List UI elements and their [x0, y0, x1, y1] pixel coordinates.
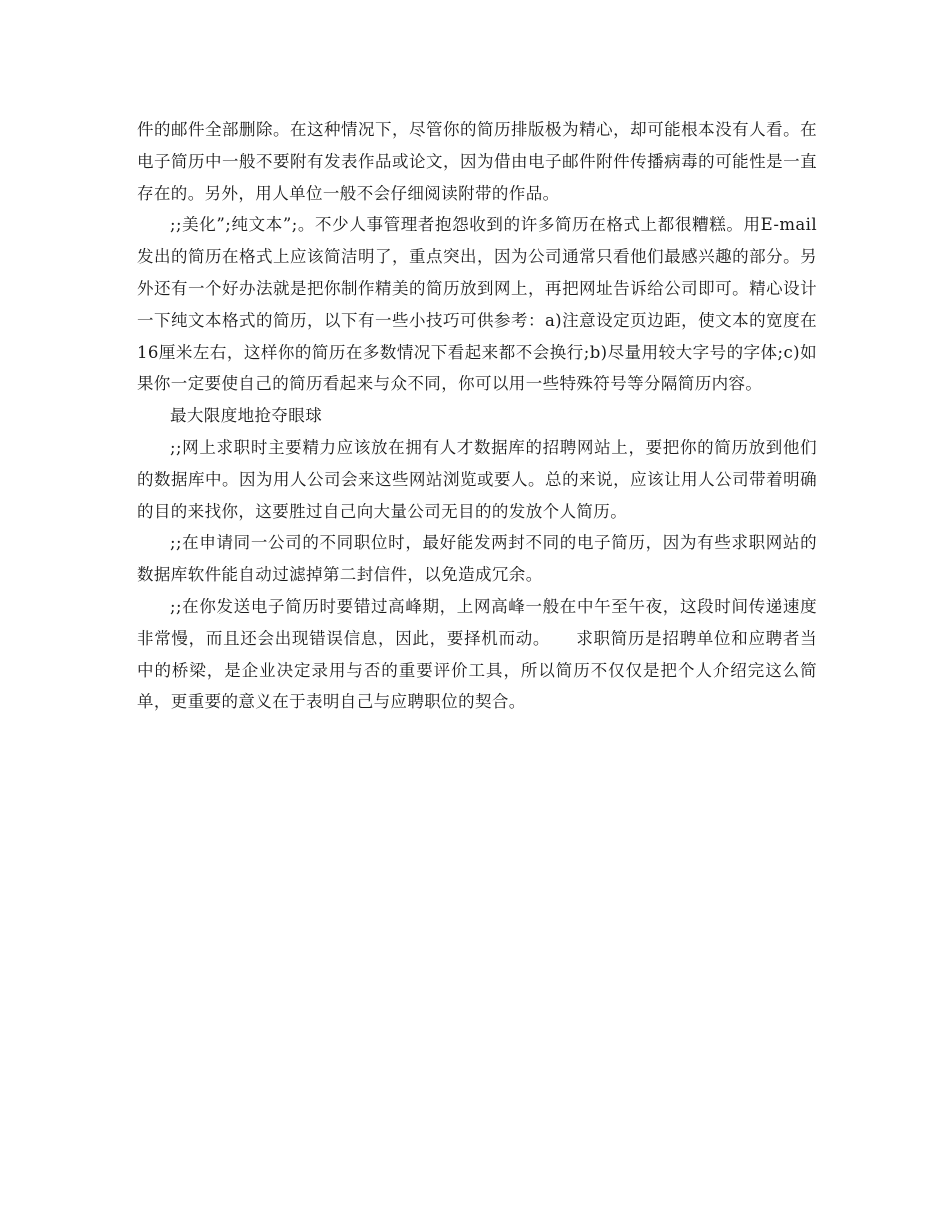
paragraph-timing: ;;在你发送电子简历时要错过高峰期，上网高峰一般在中午至午夜，这段时间传递速度非常慢，而且还会出现错误信息，因此，要择机而动。 求职简历是招聘单位和应聘者当中的桥梁，是企业决定录用与否的重要评价工具，所以简历不仅仅是把个人介绍完这么简单，更重要的意义在于表明自己与应聘职位的契合。 — [137, 596, 817, 712]
paragraph-multiple-positions: ;;在申请同一公司的不同职位时，最好能发两封不同的电子简历，因为有些求职网站的数据库软件能自动过滤掉第二封信件，以免造成冗余。 — [137, 533, 817, 585]
paragraph-continuation: 件的邮件全部删除。在这种情况下，尽管你的简历排版极为精心，却可能根本没有人看。在电子简历中一般不要附有发表作品或论文，因为借由电子邮件附件传播病毒的可能性是一直存在的。另外，用人单位一般不会仔细阅读附带的作品。 — [137, 120, 817, 203]
section-heading: 最大限度地抢夺眼球 — [170, 406, 323, 426]
paragraph-plain-text-resume: ;;美化”;纯文本”;。不少人事管理者抱怨收到的许多简历在格式上都很糟糕。用E-mail发出的简历在格式上应该简洁明了，重点突出，因为公司通常只看他们最感兴趣的部分。另外还有一个好办法就是把你制作精美的简历放到网上，再把网址告诉给公司即可。精心设计一下纯文本格式的简历，以下有一些小技巧可供参考：a)注意设定页边距，使文本的宽度在16厘米左右，这样你的简历在多数情况下看起来都不会换行;b)尽量用较大字号的字体;c)如果你一定要使自己的简历看起来与众不同，你可以用一些特殊符号等分隔简历内容。 — [137, 215, 817, 394]
paragraph-recruiting-sites: ;;网上求职时主要精力应该放在拥有人才数据库的招聘网站上，要把你的简历放到他们的数据库中。因为用人公司会来这些网站浏览或要人。总的来说，应该让用人公司带着明确的目的来找你，这要胜过自己向大量公司无目的的发放个人简历。 — [137, 437, 817, 521]
document-body — [137, 114, 817, 718]
